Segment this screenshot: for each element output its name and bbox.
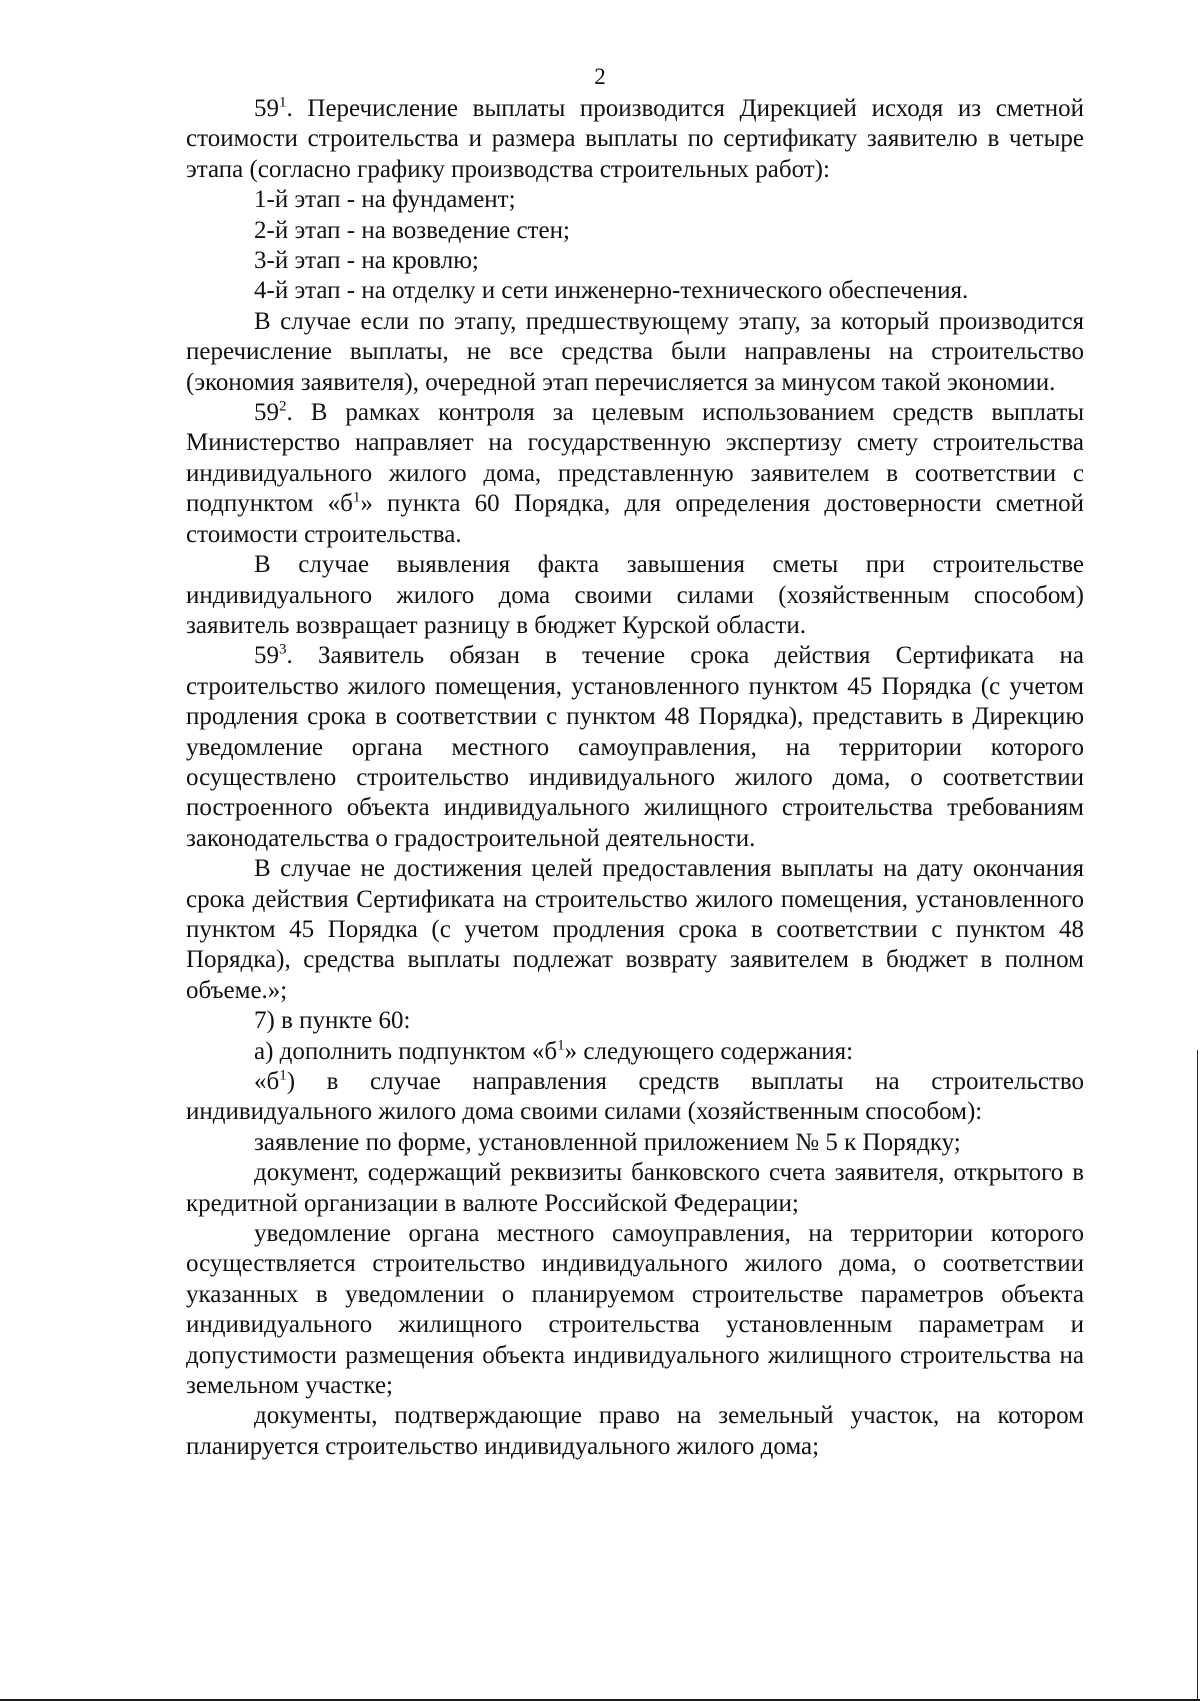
paragraph-refund: В случае не достижения целей предоставления выплаты на дату окончания срока действия Сертификата на строительство жилого помещения, установленного пунктом 45 Порядка (с учетом продления срока в соответствии с пунктом 48 Порядка), средства выплаты подлежат возврату заявителем в бюджет в полном объеме.»; <box>186 855 1084 1004</box>
scan-edge-line <box>1197 1050 1198 1701</box>
page-number: 2 <box>594 64 606 89</box>
stage-3: 3-й этап - на кровлю; <box>254 247 479 275</box>
document-body <box>186 94 1084 1462</box>
item-7: 7) в пункте 60: <box>254 1007 411 1035</box>
stage-2: 2-й этап - на возведение стен; <box>254 216 570 244</box>
paragraph-bank-doc: документ, содержащий реквизиты банковского счета заявителя, открытого в кредитной организации в валюте Российской Федерации; <box>186 1159 1084 1217</box>
paragraph-59-3: $59^3$. Заявитель обязан в течение срока действия Сертификата на строительство жилого помещения, установленного пунктом 45 Порядка (с учетом продления срока в соответствии с пунктом 48 Порядка), представить в Дирекцию уведомление органа местного самоуправления, на территории которого осуществлено строительство индивидуального жилого дома, о соответствии построенного объекта индивидуального жилищного строительства требованиям законодательства о градостроительной деятельности. <box>186 641 1084 852</box>
paragraph-59-1: $59^1$. Перечисление выплаты производится Дирекцией исходя из сметной стоимости строительства и размера выплаты по сертификату заявителю в четыре этапа (согласно графику производства строительных работ): <box>186 94 1084 183</box>
item-a: а) дополнить подпунктом «$б^1$» следующего содержания: <box>254 1037 854 1065</box>
stage-4: 4-й этап - на отделку и сети инженерно-технического обеспечения. <box>254 277 969 305</box>
subitem-b1: «$б^1$) в случае направления средств выплаты на строительство индивидуального жилого дома своими силами (хозяйственным способом): <box>186 1067 1084 1126</box>
paragraph-land-docs: документы, подтверждающие право на земельный участок, на котором планируется строительство индивидуального жилого дома; <box>186 1402 1084 1460</box>
paragraph-notice: уведомление органа местного самоуправления, на территории которого осуществляется строительство индивидуального жилого дома, о соответствии указанных в уведомлении о планируемом строительстве параметров объекта индивидуального жилищного строительства установленным параметрам и допустимости размещения объекта индивидуального жилищного строительства на земельном участке; <box>186 1220 1084 1400</box>
paragraph-application: заявление по форме, установленной приложением № 5 к Порядку; <box>254 1128 961 1156</box>
paragraph-economy: В случае если по этапу, предшествующему этапу, за который производится перечисление выплаты, не все средства были направлены на строительство (экономия заявителя), очередной этап перечисляется за минусом такой экономии. <box>186 307 1084 396</box>
stage-1: 1-й этап - на фундамент; <box>254 186 516 214</box>
paragraph-59-2: $59^2$. В рамках контроля за целевым использованием средств выплаты Министерство направляет на государственную экспертизу смету строительства индивидуального жилого дома, представленную заявителем в соответствии с подпунктом «$б^1$» пункта 60 Порядка, для определения достоверности сметной стоимости строительства. <box>186 398 1084 548</box>
paragraph-overstatement: В случае выявления факта завышения сметы при строительстве индивидуального жилого дома своими силами (хозяйственным способом) заявитель возвращает разницу в бюджет Курской области. <box>186 551 1084 639</box>
